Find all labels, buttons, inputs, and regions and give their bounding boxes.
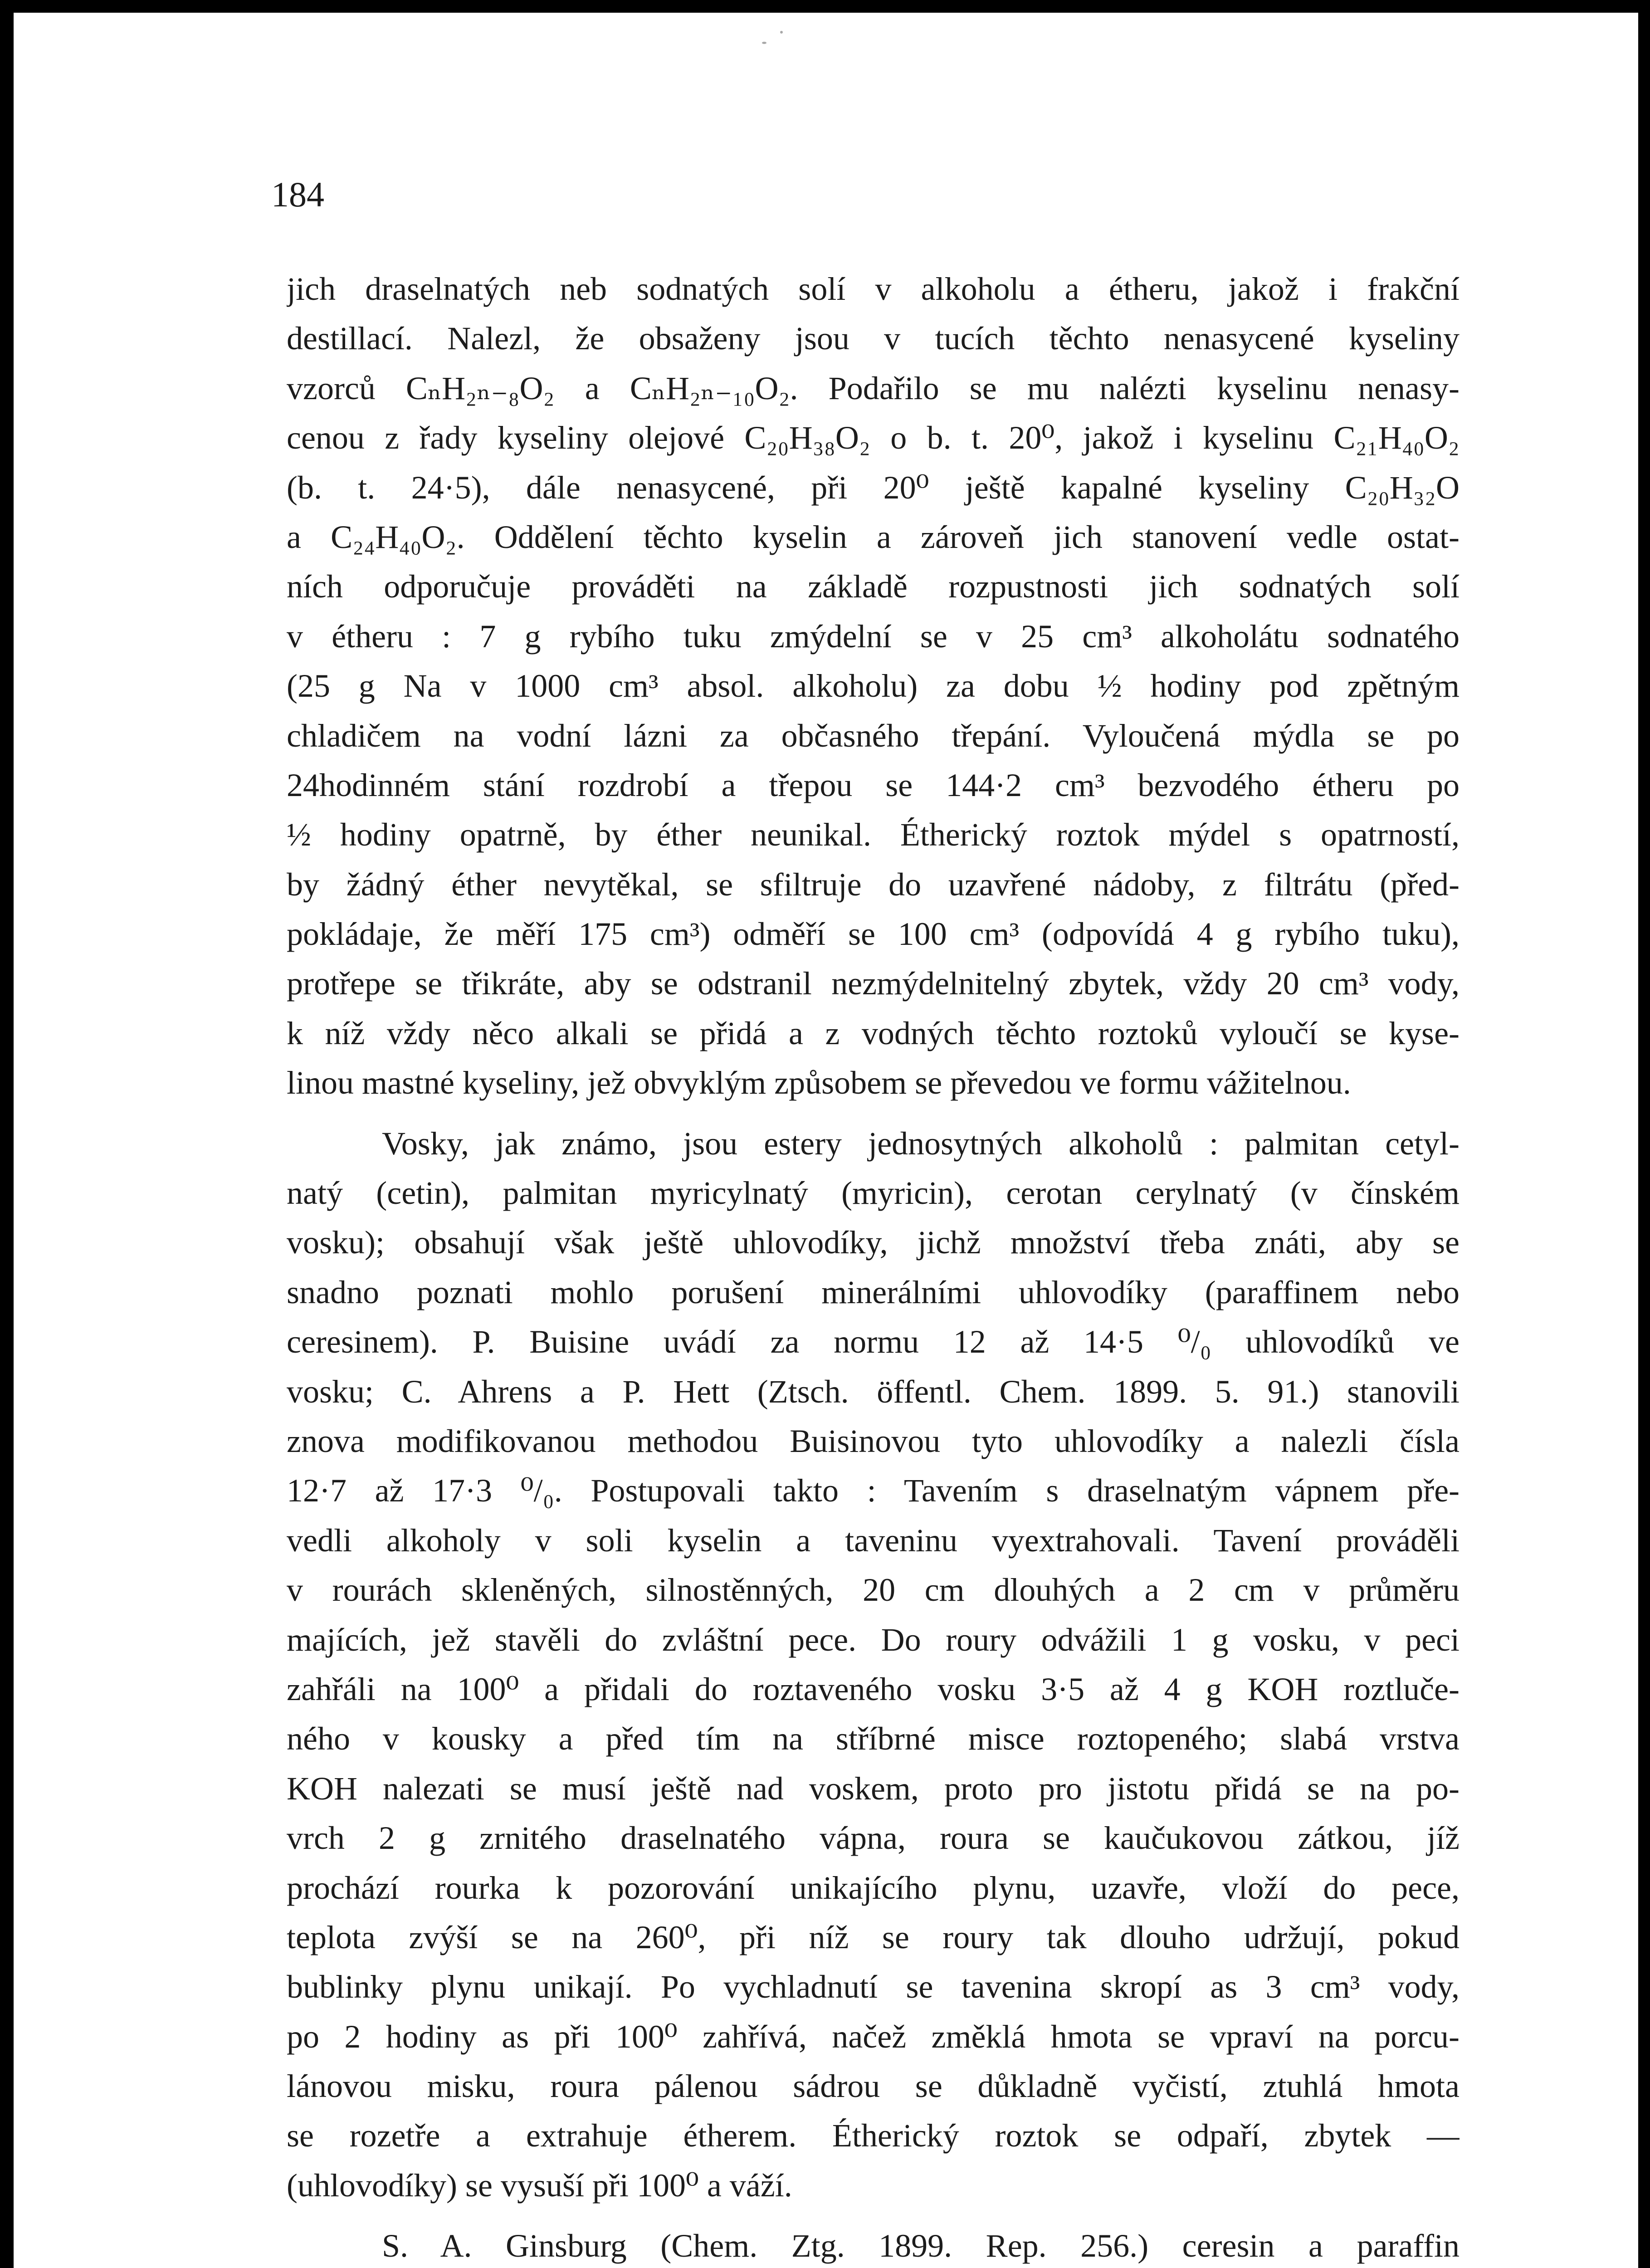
scanned-page <box>14 13 1638 2268</box>
text-line: (25 g Na v 1000 cm³ absol. alkoholu) za dobu ½ hodiny pod zpětným <box>287 668 1460 704</box>
text-line: bublinky plynu unikají. Po vychladnutí se tavenina skropí as 3 cm³ vody, <box>287 1969 1460 2005</box>
text-line: vosku; C. Ahrens a P. Hett (Ztsch. öffentl. Chem. 1899. 5. 91.) stanovili <box>287 1373 1460 1410</box>
text-line: v étheru : 7 g rybího tuku zmýdelní se v 25 cm³ alkoholátu sodnatého <box>287 618 1460 655</box>
text-line: lánovou misku, roura pálenou sádrou se důkladně vyčistí, ztuhlá hmota <box>287 2068 1460 2105</box>
text-line: pokládaje, že měří 175 cm³) odměří se 100 cm³ (odpovídá 4 g rybího tuku), <box>287 916 1460 953</box>
paragraph <box>287 1119 1460 2211</box>
text-line: jich draselnatých neb sodnatých solí v alkoholu a étheru, jakož i frakční <box>287 271 1460 307</box>
text-line: prochází rourka k pozorování unikajícího plynu, uzavře, vloží do pece, <box>287 1869 1460 1906</box>
text-line: se rozetře a extrahuje étherem. Étherický roztok se odpaří, zbytek — <box>287 2117 1460 2154</box>
text-line: teplota zvýší se na 260⁰, při níž se roury tak dlouho udržují, pokud <box>287 1919 1460 1955</box>
text-line: by žádný éther nevytěkal, se sfiltruje do uzavřené nádoby, z filtrátu (před- <box>287 866 1460 903</box>
text-line: protřepe se třikráte, aby se odstranil nezmýdelnitelný zbytek, vždy 20 cm³ vody, <box>287 965 1460 1002</box>
paragraph <box>287 2221 1460 2268</box>
text-line: 24hodinném stání rozdrobí a třepou se 144·2 cm³ bezvodého étheru po <box>287 767 1460 803</box>
text-line: vzorců CₙH₂ₙ₋₈O₂ a CₙH₂ₙ₋₁₀O₂. Podařilo se mu nalézti kyselinu nenasy- <box>287 370 1460 406</box>
text-line: chladičem na vodní lázni za občasného třepání. Vyloučená mýdla se po <box>287 717 1460 754</box>
text-line: zahřáli na 100⁰ a přidali do roztaveného vosku 3·5 až 4 g KOH roztluče- <box>287 1671 1460 1707</box>
paragraph <box>287 264 1460 1108</box>
scan-speck <box>762 42 766 44</box>
text-line: ceresinem). P. Buisine uvádí za normu 12 až 14·5 ⁰/₀ uhlovodíků ve <box>287 1324 1460 1360</box>
text-line: a C₂₄H₄₀O₂. Oddělení těchto kyselin a zároveň jich stanovení vedle ostat- <box>287 518 1460 555</box>
text-line: k níž vždy něco alkali se přidá a z vodných těchto roztoků vyloučí se kyse- <box>287 1015 1460 1051</box>
text-line: vosku); obsahují však ještě uhlovodíky, jichž množství třeba znáti, aby se <box>287 1224 1460 1261</box>
text-line: vedli alkoholy v soli kyselin a taveninu vyextrahovali. Tavení prováděli <box>287 1522 1460 1559</box>
text-line: destillací. Nalezl, že obsaženy jsou v tucích těchto nenasycené kyseliny <box>287 320 1460 357</box>
text-line: natý (cetin), palmitan myricylnatý (myricin), cerotan cerylnatý (v čínském <box>287 1175 1460 1212</box>
text-line: vrch 2 g zrnitého draselnatého vápna, roura se kaučukovou zátkou, jíž <box>287 1820 1460 1857</box>
text-line: ½ hodiny opatrně, by éther neunikal. Étherický roztok mýdel s opatrností, <box>287 816 1460 853</box>
scan-speck <box>780 31 783 34</box>
page-number: 184 <box>271 175 324 214</box>
text-line: ného v kousky a před tím na stříbrné misce roztopeného; slabá vrstva <box>287 1721 1460 1757</box>
text-line: znova modifikovanou methodou Buisinovou tyto uhlovodíky a nalezli čísla <box>287 1422 1460 1459</box>
text-line: Vosky, jak známo, jsou estery jednosytných alkoholů : palmitan cetyl- <box>382 1125 1460 1162</box>
text-line: snadno poznati mohlo porušení minerálními uhlovodíky (paraffinem nebo <box>287 1274 1460 1310</box>
text-line: po 2 hodiny as při 100⁰ zahřívá, načež změklá hmota se vpraví na porcu- <box>287 2018 1460 2055</box>
text-line: (uhlovodíky) se vysuší při 100⁰ a váží. <box>287 2167 792 2204</box>
text-line: v rourách skleněných, silnostěnných, 20 cm dlouhých a 2 cm v průměru <box>287 1572 1460 1608</box>
text-line: majících, jež stavěli do zvláštní pece. Do roury odvážili 1 g vosku, v peci <box>287 1621 1460 1658</box>
text-line: 12·7 až 17·3 ⁰/₀. Postupovali takto : Tavením s draselnatým vápnem pře- <box>287 1472 1460 1509</box>
text-line: cenou z řady kyseliny olejové C₂₀H₃₈O₂ o b. t. 20⁰, jakož i kyselinu C₂₁H₄₀O₂ <box>287 420 1460 456</box>
text-line: KOH nalezati se musí ještě nad voskem, proto pro jistotu přidá se na po- <box>287 1770 1460 1807</box>
text-line: (b. t. 24·5), dále nenasycené, při 20⁰ ještě kapalné kyseliny C₂₀H₃₂O <box>287 469 1460 506</box>
text-line: linou mastné kyseliny, jež obvyklým způsobem se převedou ve formu vážitelnou. <box>287 1065 1351 1101</box>
text-line: S. A. Ginsburg (Chem. Ztg. 1899. Rep. 256.) ceresin a paraffin <box>382 2228 1460 2264</box>
body-text <box>287 264 1460 2268</box>
text-line: ních odporučuje prováděti na základě rozpustnosti jich sodnatých solí <box>287 568 1460 605</box>
